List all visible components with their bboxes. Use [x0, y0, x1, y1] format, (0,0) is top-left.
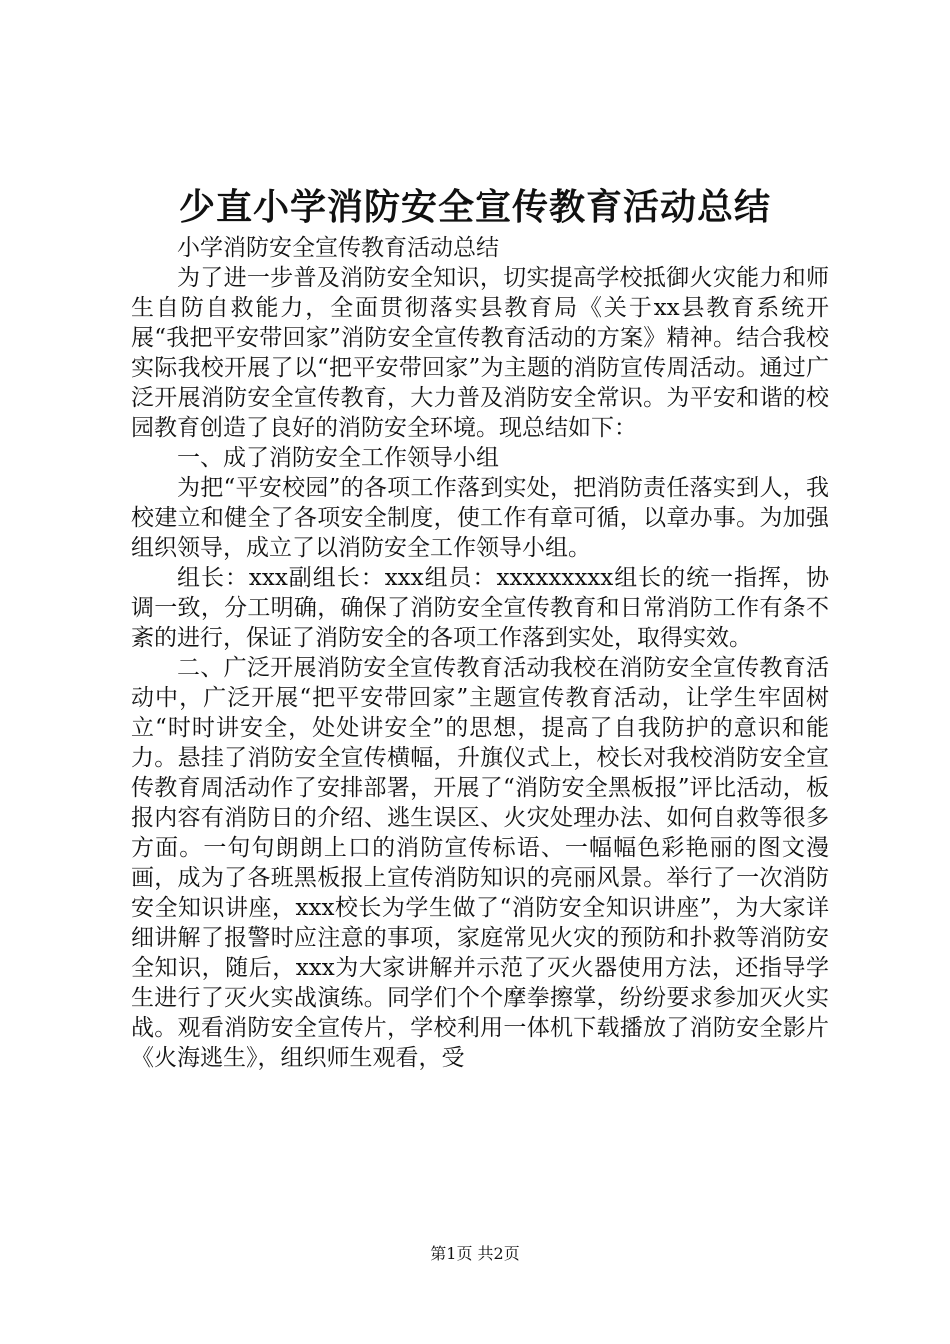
document-body — [131, 233, 829, 1073]
body-paragraph: 为把“平安校园”的各项工作落到实处，把消防责任落实到人，我校建立和健全了各项安全制度，使工作有章可循，以章办事。为加强组织领导，成立了以消防安全工作领导小组。 — [131, 475, 829, 561]
subtitle-paragraph: 小学消防安全宣传教育活动总结 — [177, 235, 499, 261]
document-title: 少直小学消防安全宣传教育活动总结 — [178, 186, 771, 228]
intro-paragraph: 为了进一步普及消防安全知识，切实提高学校抵御火灾能力和师生自防自救能力，全面贯彻落实县教育局《关于xx县教育系统开展“我把平安带回家”消防安全宣传教育活动的方案》精神。结合我校实际我校开展了以“把平安带回家”为主题的消防宣传周活动。通过广泛开展消防安全宣传教育，大力普及消防安全常识。为平安和谐的校园教育创造了良好的消防安全环境。现总结如下： — [131, 265, 829, 441]
body-paragraph: 组长：xxx副组长：xxx组员：xxxxxxxxx组长的统一指挥，协调一致，分工明确，确保了消防安全宣传教育和日常消防工作有条不紊的进行，保证了消防安全的各项工作落到实处，取得实效。 — [131, 565, 829, 651]
body-paragraph: 二、广泛开展消防安全宣传教育活动我校在消防安全宣传教育活动中，广泛开展“把平安带回家”主题宣传教育活动，让学生牢固树立“时时讲安全，处处讲安全”的思想，提高了自我防护的意识和能力。悬挂了消防安全宣传横幅，升旗仪式上，校长对我校消防安全宣传教育周活动作了安排部署，开展了“消防安全黑板报”评比活动，板报内容有消防日的介绍、逃生误区、火灾处理办法、如何自救等很多方面。一句句朗朗上口的消防宣传标语、一幅幅色彩艳丽的图文漫画，成为了各班黑板报上宣传消防知识的亮丽风景。举行了一次消防安全知识讲座，xxx校长为学生做了“消防安全知识讲座”，为大家详细讲解了报警时应注意的事项，家庭常见火灾的预防和扑救等消防安全知识，随后，xxx为大家讲解并示范了灭火器使用方法，还指导学生进行了灭火实战演练。同学们个个摩拳擦掌，纷纷要求参加灭火实战。观看消防安全宣传片，学校利用一体机下载播放了消防安全影片《火海逃生》，组织师生观看，受 — [131, 655, 829, 1071]
page-number-footer: 第1页 共2页 — [430, 1244, 520, 1263]
section-heading-1: 一、成了消防安全工作领导小组 — [177, 445, 499, 471]
